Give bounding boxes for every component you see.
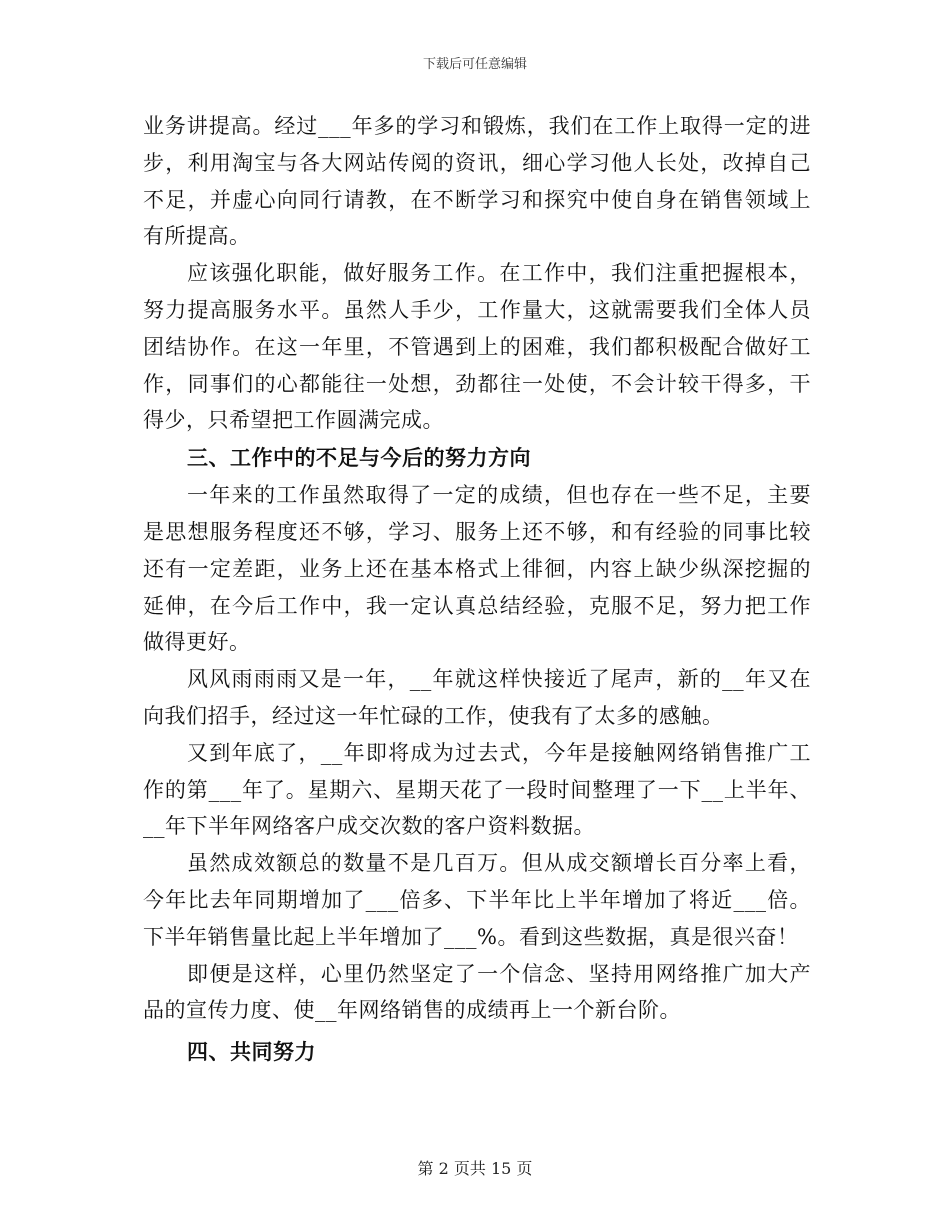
text-line: 又到年底了，__年即将成为过去式，今年是接触网络销售推广工	[187, 740, 811, 765]
paragraph	[143, 108, 811, 255]
text-line: 团结协作。在这一年里，不管遇到上的困难，我们都积极配合做好工	[143, 334, 811, 359]
text-line: 还有一定差距，业务上还在基本格式上徘徊，内容上缺少纵深挖掘的	[143, 556, 811, 581]
text-line: 得少，只希望把工作圆满完成。	[143, 408, 444, 433]
text-line: 向我们招手，经过这一年忙碌的工作，使我有了太多的感触。	[143, 703, 724, 728]
text-line: 即便是这样，心里仍然坚定了一个信念、坚持用网络推广加大产	[187, 961, 811, 986]
paragraph	[143, 477, 811, 661]
text-line: 有所提高。	[143, 224, 251, 249]
text-line: 作，同事们的心都能往一处想，劲都往一处使，不会计较干得多，干	[143, 371, 811, 396]
page-header: 下载后可任意编辑	[422, 57, 527, 72]
text-line: 做得更好。	[143, 630, 251, 655]
text-line: 品的宣传力度、使__年网络销售的成绩再上一个新台阶。	[143, 998, 681, 1023]
text-line: 业务讲提高。经过___年多的学习和锻炼，我们在工作上取得一定的进	[143, 114, 811, 138]
text-line: 步，利用淘宝与各大网站传阅的资讯，细心学习他人长处，改掉自己	[143, 150, 811, 175]
section-heading: 三、工作中的不足与今后的努力方向	[187, 445, 531, 471]
paragraph	[143, 845, 811, 955]
paragraph	[143, 661, 811, 735]
text-line: 作的第___年了。星期六、星期天花了一段时间整理了一下__上半年、	[143, 777, 811, 802]
paragraph	[143, 735, 811, 845]
text-line: 是思想服务程度还不够，学习、服务上还不够，和有经验的同事比较	[143, 519, 811, 544]
text-line: 应该强化职能，做好服务工作。在工作中，我们注重把握根本，	[187, 261, 811, 286]
section-heading: 四、共同努力	[187, 1039, 316, 1065]
text-line: 风风雨雨雨又是一年，__年就这样快接近了尾声，新的__年又在	[187, 667, 811, 692]
paragraph	[143, 956, 811, 1030]
document-body	[143, 108, 811, 1071]
text-line: 一年来的工作虽然取得了一定的成绩，但也存在一些不足，主要	[187, 483, 811, 508]
paragraph	[143, 255, 811, 439]
text-line: __年下半年网络客户成交次数的客户资料数据。	[143, 814, 595, 839]
text-line: 不足，并虚心向同行请教，在不断学习和探究中使自身在销售领域上	[143, 187, 811, 212]
text-line: 努力提高服务水平。虽然人手少，工作量大，这就需要我们全体人员	[143, 297, 811, 322]
text-line: 延伸，在今后工作中，我一定认真总结经验，克服不足，努力把工作	[143, 593, 811, 618]
text-line: 下半年销售量比起上半年增加了___%。看到这些数据，真是很兴奋！	[143, 924, 799, 949]
text-line: 虽然成效额总的数量不是几百万。但从成交额增长百分率上看，	[187, 851, 811, 876]
text-line: 今年比去年同期增加了___倍多、下半年比上半年增加了将近___倍。	[143, 887, 811, 912]
page-footer: 第 2 页共 15 页	[417, 1159, 533, 1178]
